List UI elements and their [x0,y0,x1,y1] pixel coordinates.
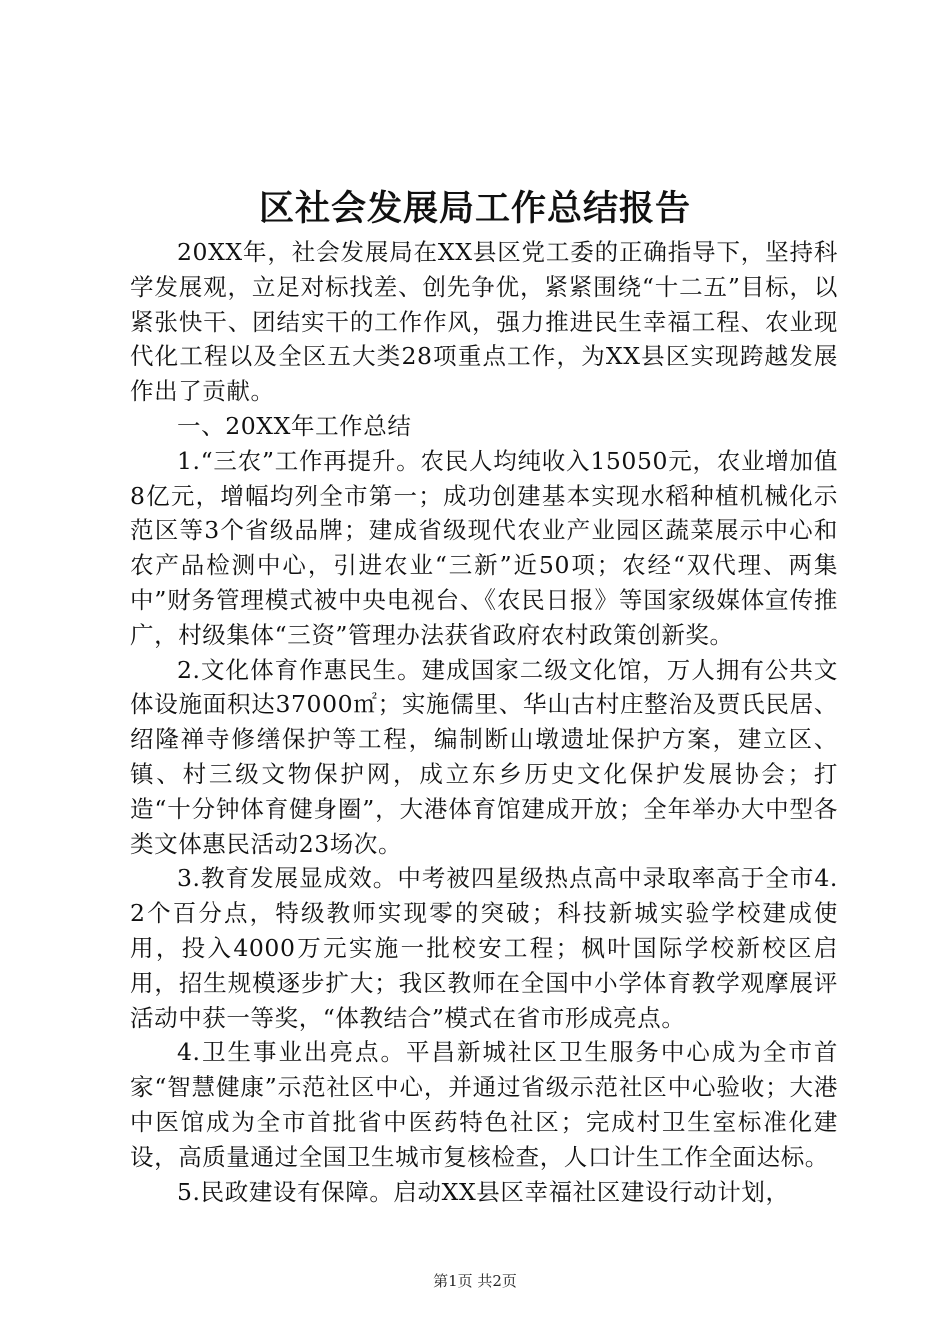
paragraph-item-2: 2.文化体育作惠民生。建成国家二级文化馆，万人拥有公共文体设施面积达37000㎡；实施儒里、华山古村庄整治及贾氏民居、绍隆禅寺修缮保护等工程，编制断山墩遗址保护方案，建立区、镇、村三级文物保护网，成立东乡历史文化保护发展协会；打造“十分钟体育健身圈”，大港体育馆建成开放；全年举办大中型各类文体惠民活动23场次。 [130,655,838,858]
paragraph-item-4: 4.卫生事业出亮点。平昌新城社区卫生服务中心成为全市首家“智慧健康”示范社区中心，并通过省级示范社区中心验收；大港中医馆成为全市首批省中医药特色社区；完成村卫生室标准化建设，高质量通过全国卫生城市复核检查，人口计生工作全面达标。 [130,1038,838,1171]
paragraph-intro: 20XX年，社会发展局在XX县区党工委的正确指导下，坚持科学发展观，立足对标找差、创先争优，紧紧围绕“十二五”目标，以紧张快干、团结实干的工作作风，强力推进民生幸福工程、农业现代化工程以及全区五大类28项重点工作，为XX县区实现跨越发展作出了贡献。 [130,238,838,406]
document-title: 区社会发展局工作总结报告 [258,188,691,229]
paragraph-item-3: 3.教育发展显成效。中考被四星级热点高中录取率高于全市4.2个百分点，特级教师实现零的突破；科技新城实验学校建成使用，投入4000万元实施一批校安工程；枫叶国际学校新校区启用，招生规模逐步扩大；我区教师在全国中小学体育教学观摩展评活动中获一等奖，“体教结合”模式在省市形成亮点。 [130,864,838,1032]
page-footer: 第1页 共2页 [433,1272,517,1290]
document-body [130,235,838,1209]
paragraph-item-5: 5.民政建设有保障。启动XX县区幸福社区建设行动计划， [177,1177,790,1206]
section-heading: 一、20XX年工作总结 [177,411,412,440]
paragraph-item-1: 1.“三农”工作再提升。农民人均纯收入15050元，农业增加值8亿元，增幅均列全市第一；成功创建基本实现水稻种植机械化示范区等3个省级品牌；建成省级现代农业产业园区蔬菜展示中心和农产品检测中心，引进农业“三新”近50项；农经“双代理、两集中”财务管理模式被中央电视台、《农民日报》等国家级媒体宣传推广，村级集体“三资”管理办法获省政府农村政策创新奖。 [130,446,838,649]
